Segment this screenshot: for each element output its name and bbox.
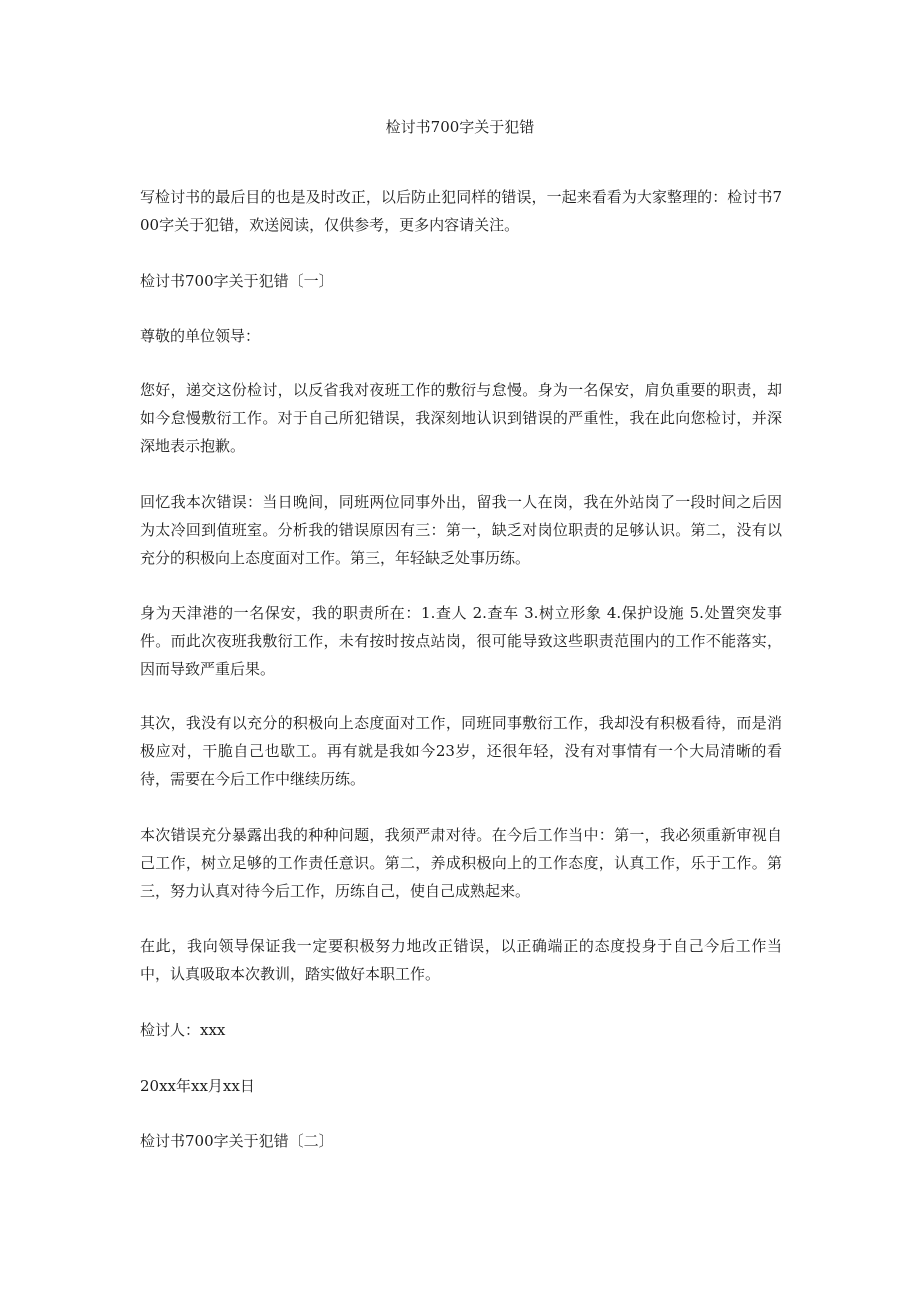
date: 20xx年xx月xx日: [140, 1077, 255, 1095]
section-heading-1: 检讨书700字关于犯错〔一〕: [140, 272, 334, 290]
intro-paragraph: 写检讨书的最后目的也是及时改正，以后防止犯同样的错误，一起来看看为大家整理的：检讨书700字关于犯错，欢送阅读，仅供参考，更多内容请关注。: [140, 188, 782, 234]
body-paragraph: 本次错误充分暴露出我的种种问题，我须严肃对待。在今后工作当中：第一，我必须重新审视自己工作，树立足够的工作责任意识。第二，养成积极向上的工作态度，认真工作，乐于工作。第三，努力认真对待今后工作，历练自己，使自己成熟起来。: [140, 826, 782, 900]
body-paragraph: 您好，递交这份检讨，以反省我对夜班工作的敷衍与怠慢。身为一名保安，肩负重要的职责，却如今怠慢敷衍工作。对于自己所犯错误，我深刻地认识到错误的严重性，我在此向您检讨，并深深地表示抱歉。: [140, 381, 782, 455]
document-title: 检讨书700字关于犯错: [385, 118, 535, 136]
body-paragraph: 回忆我本次错误：当日晚间，同班两位同事外出，留我一人在岗，我在外站岗了一段时间之后因为太冷回到值班室。分析我的错误原因有三：第一，缺乏对岗位职责的足够认识。第二，没有以充分的积极向上态度面对工作。第三，年轻缺乏处事历练。: [140, 493, 782, 567]
body-paragraph: 其次，我没有以充分的积极向上态度面对工作，同班同事敷衍工作，我却没有积极看待，而是消极应对，干脆自己也歇工。再有就是我如今23岁，还很年轻，没有对事情有一个大局清晰的看待，需要在今后工作中继续历练。: [140, 714, 782, 788]
body-paragraph: 身为天津港的一名保安，我的职责所在：1.查人 2.查车 3.树立形象 4.保护设施 5.处置突发事件。而此次夜班我敷衍工作，未有按时按点站岗，很可能导致这些职责范围内的工作不能落实，因而导致严重后果。: [140, 604, 782, 678]
section-heading-2: 检讨书700字关于犯错〔二〕: [140, 1132, 334, 1150]
body-paragraph: 在此，我向领导保证我一定要积极努力地改正错误，以正确端正的态度投身于自己今后工作当中，认真吸取本次教训，踏实做好本职工作。: [140, 937, 782, 983]
signature: 检讨人：xxx: [140, 1021, 226, 1039]
salutation: 尊敬的单位领导：: [140, 327, 261, 345]
